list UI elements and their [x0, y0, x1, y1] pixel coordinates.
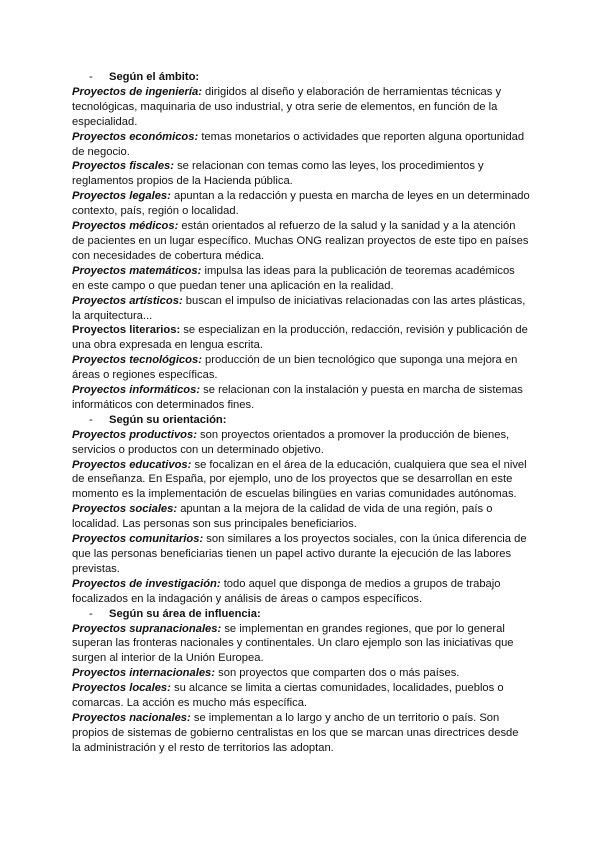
entry-text: apuntan a la redacción y puesta en marcha de leyes en un determinado contexto, país, región o localidad. [72, 190, 530, 218]
entry-text: se relacionan con la instalación y puesta en marcha de sistemas informáticos con determinados fines. [72, 384, 523, 411]
entry-term: Proyectos locales: [72, 682, 171, 695]
entry-paragraph [72, 622, 530, 667]
entry-paragraph [72, 323, 530, 353]
entry-text: su alcance se limita a ciertas comunidades, localidades, pueblos o comarcas. La acción es mucho más específica. [72, 682, 504, 710]
entry-term: Proyectos de ingeniería: [72, 85, 202, 98]
entry-text: dirigidos al diseño y elaboración de herramientas técnicas y tecnológicas, maquinaria de uso industrial, y otra serie de elementos, en función de la especialidad. [72, 85, 502, 128]
entry-paragraph [72, 294, 530, 324]
entry-term: Proyectos educativos: [72, 458, 192, 471]
section-heading: - Según su área de influencia: [89, 607, 261, 620]
entry-text: son proyectos orientados a promover la producción de bienes, servicios o productos con un determinado objetivo. [72, 428, 510, 456]
entry-paragraph [72, 666, 530, 681]
entry-term: Proyectos supranacionales: [72, 622, 222, 635]
entry-term: Proyectos de investigación: [72, 577, 221, 590]
entry-paragraph [72, 189, 530, 219]
entry-term: Proyectos médicos: [72, 220, 179, 233]
entry-paragraph [72, 383, 530, 413]
entry-paragraph [72, 264, 530, 294]
entry-paragraph [72, 532, 530, 577]
entry-paragraph [72, 458, 530, 503]
entry-text: se implementan a lo largo y ancho de un territorio o país. Son propios de sistemas de gobierno centralistas en los que se marcan unas directrices desde la administración y el resto de territorios las adoptan. [72, 711, 519, 754]
entry-term: Proyectos legales: [72, 190, 171, 203]
entry-paragraph [72, 85, 530, 130]
entry-term: Proyectos tecnológicos: [72, 354, 202, 367]
entry-paragraph [72, 577, 530, 607]
entry-text: impulsa las ideas para la publicación de teoremas académicos en este campo o que puedan tener una aplicación en la realidad. [72, 264, 515, 292]
section-heading: - Según el ámbito: [89, 71, 200, 83]
entry-text: son proyectos que comparten dos o más países. [215, 667, 460, 680]
entry-term: Proyectos matemáticos: [72, 264, 202, 277]
entry-term: Proyectos económicos: [72, 130, 199, 143]
entry-text: apuntan a la mejora de la calidad de vida de una región, país o localidad. Las personas son sus principales beneficiarios. [72, 503, 493, 531]
entry-text: se implementan en grandes regiones, que por lo general superan las fronteras nacionales y continentales. Un claro ejemplo son las iniciativas que surgen al interior de la Unión Europea. [72, 622, 514, 665]
entry-term: Proyectos artísticos: [72, 294, 183, 307]
entry-term: Proyectos productivos: [72, 428, 197, 441]
entry-text: se relacionan con temas como las leyes, los procedimientos y reglamentos propios de la Hacienda pública. [72, 160, 484, 188]
entry-paragraph [72, 428, 530, 458]
entry-text: buscan el impulso de iniciativas relacionadas con las artes plásticas, la arquitectura... [72, 294, 526, 322]
entry-text: son similares a los proyectos sociales, con la única diferencia de que las personas beneficiarias tienen un papel activo durante la ejecución de las labores previstas. [72, 533, 527, 575]
entry-paragraph [72, 353, 530, 383]
entry-text: están orientados al refuerzo de la salud y la sanidad y a la atención de pacientes en un lugar específico. Muchas ONG realizan proyectos de este tipo en países con necesidades de cobertura médica. [72, 220, 529, 262]
entry-paragraph [72, 219, 530, 264]
entry-term: Proyectos informáticos: [72, 384, 201, 397]
entry-term: Proyectos literarios: [72, 324, 181, 337]
entry-text: se focalizan en el área de la educación, cualquiera que sea el nivel de enseñanza. En España, por ejemplo, uno de los proyectos que se desarrollan en este momento es la implementación de escuelas bilingües en varias comunidades autónomas. [72, 458, 527, 501]
entry-term: Proyectos internacionales: [72, 667, 216, 680]
section-heading: - Según su orientación: [89, 413, 227, 426]
entry-term: Proyectos fiscales: [72, 160, 174, 173]
entry-text: temas monetarios o actividades que reporten alguna oportunidad de negocio. [72, 130, 525, 158]
entry-term: Proyectos sociales: [72, 503, 178, 516]
entry-term: Proyectos nacionales: [72, 711, 191, 724]
entry-text: todo aquel que disponga de medios a grupos de trabajo focalizados en la indagación y análisis de áreas o campos específicos. [72, 577, 501, 605]
entry-paragraph [72, 130, 530, 160]
entry-text: se especializan en la producción, redacción, revisión y publicación de una obra expresada en lengua escrita. [72, 324, 528, 352]
entry-paragraph [72, 502, 530, 532]
document-page [72, 70, 530, 756]
entry-paragraph [72, 159, 530, 189]
entry-paragraph [72, 681, 530, 711]
entry-term: Proyectos comunitarios: [72, 533, 204, 546]
entry-text: producción de un bien tecnológico que suponga una mejora en áreas o regiones específicas. [72, 354, 518, 382]
entry-paragraph [72, 711, 530, 756]
